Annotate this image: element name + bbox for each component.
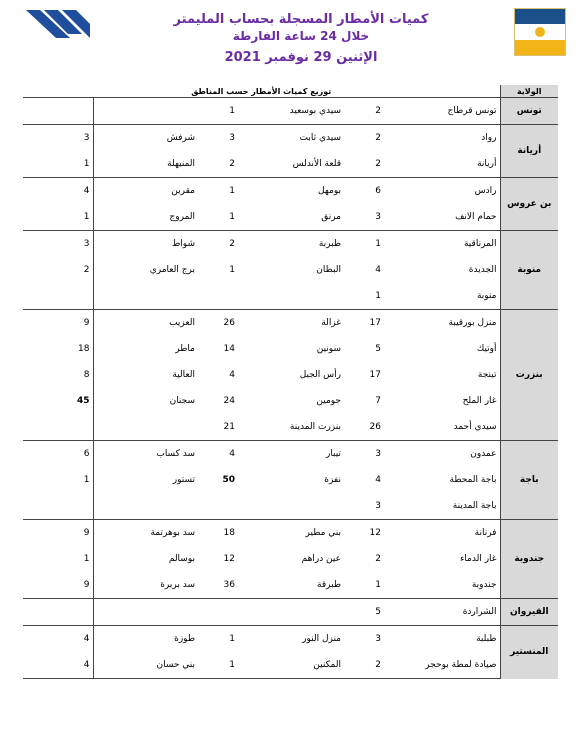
- rainfall-value: 2: [344, 125, 384, 152]
- title-line-1: كميات الأمطار المسجلة بحساب المليمتر: [173, 12, 429, 27]
- station-name: غار الدماء: [460, 554, 497, 564]
- governorate-name: بن عروس: [500, 178, 558, 231]
- governorate-name: القيروان: [500, 599, 558, 626]
- station-name: منزل النور: [238, 626, 344, 653]
- rainfall-table: [23, 85, 558, 679]
- rainfall-value: 1: [344, 231, 384, 258]
- station-name: عين دراهم: [301, 554, 341, 564]
- table-row: [23, 336, 558, 362]
- station-name: [93, 414, 198, 441]
- table-row: [23, 441, 558, 468]
- rainfall-value: 9: [23, 310, 93, 337]
- table-row: [23, 520, 558, 547]
- station-name: تينجة: [477, 370, 497, 380]
- station-name: سجنان: [169, 396, 195, 406]
- station-name: رأس الجبل: [299, 370, 341, 380]
- station-name: العالية: [172, 370, 195, 380]
- station-name: جندوبة: [471, 580, 497, 590]
- rainfall-value: 3: [375, 212, 381, 222]
- rainfall-value: 21: [223, 422, 235, 432]
- rainfall-value: 9: [23, 520, 93, 547]
- rainfall-value: 1: [198, 626, 238, 653]
- rainfall-value: 1: [229, 265, 235, 275]
- table-row: [23, 414, 558, 441]
- station-name: برج العامري: [149, 265, 195, 275]
- station-name: طبلبة: [384, 626, 500, 653]
- table-row: [23, 388, 558, 414]
- rainfall-value: 7: [375, 396, 381, 406]
- rainfall-value: 45: [23, 388, 93, 414]
- rainfall-value: 18: [23, 336, 93, 362]
- rainfall-value: 12: [223, 554, 235, 564]
- station-name: سد بربرة: [160, 580, 195, 590]
- rainfall-value: 1: [198, 652, 238, 679]
- station-name: المكنين: [238, 652, 344, 679]
- station-name: بومهل: [238, 178, 344, 205]
- rainfall-value: [198, 493, 238, 520]
- station-name: بنزرت المدينة: [289, 422, 341, 432]
- station-name: المنيهلة: [167, 159, 195, 169]
- rainfall-value: 4: [375, 475, 381, 485]
- rainfall-value: 1: [23, 467, 93, 493]
- station-name: تونس قرطاج: [384, 98, 500, 125]
- rainfall-value: 17: [344, 310, 384, 337]
- station-name: عمدون: [384, 441, 500, 468]
- rainfall-value: 9: [23, 572, 93, 599]
- station-name: [238, 493, 344, 520]
- station-name: المرناقية: [384, 231, 500, 258]
- table-row: [23, 626, 558, 653]
- rainfall-value: [23, 493, 93, 520]
- rainfall-value: 2: [375, 159, 381, 169]
- station-name: طبرقة: [317, 580, 341, 590]
- station-name: سد بوهرتمة: [93, 520, 198, 547]
- rainfall-value: 2: [344, 652, 384, 679]
- station-name: [93, 493, 198, 520]
- governorate-name: المنستير: [500, 626, 558, 679]
- table-row: [23, 283, 558, 310]
- table-row: [23, 493, 558, 520]
- rainfall-value: 1: [23, 151, 93, 178]
- title-line-2: خلال 24 ساعة الفارطة: [232, 29, 370, 43]
- station-name: تيبار: [238, 441, 344, 468]
- station-name: سيدي بوسعيد: [238, 98, 344, 125]
- table-row: [23, 467, 558, 493]
- rainfall-value: 3: [375, 501, 381, 511]
- rainfall-value: 26: [369, 422, 381, 432]
- institute-logo: [514, 8, 566, 56]
- station-name: نفزة: [324, 475, 341, 485]
- rainfall-value: 1: [198, 98, 238, 125]
- rainfall-value: 1: [375, 291, 381, 301]
- rainfall-value: 1: [23, 204, 93, 231]
- rainfall-value: [198, 283, 238, 310]
- rainfall-value: 4: [23, 178, 93, 205]
- station-name: مرنق: [321, 212, 341, 222]
- station-name: الشراردة: [384, 599, 500, 626]
- rainfall-value: 14: [223, 344, 235, 354]
- rainfall-value: [23, 98, 93, 125]
- rainfall-value: [198, 599, 238, 626]
- rainfall-value: 1: [375, 580, 381, 590]
- station-name: طوزة: [93, 626, 198, 653]
- station-name: سيدي أحمد: [453, 422, 497, 432]
- table-row: [23, 652, 558, 679]
- report-date: الإثنين 29 نوفمبر 2021: [224, 50, 378, 65]
- rainfall-value: 5: [344, 599, 384, 626]
- station-name: منزل بورقيبة: [384, 310, 500, 337]
- table-row: [23, 310, 558, 337]
- rainfall-value: [23, 599, 93, 626]
- rainfall-value: 4: [23, 652, 93, 679]
- brand-logo: [26, 10, 90, 54]
- table-row: [23, 362, 558, 388]
- rainfall-value: 6: [23, 441, 93, 468]
- station-name: باجة المدينة: [452, 501, 497, 511]
- station-name: غار الملح: [462, 396, 497, 406]
- sun-icon: [515, 24, 565, 40]
- station-name: أوتيك: [476, 344, 497, 354]
- rainfall-value: 3: [344, 626, 384, 653]
- governorate-name: باجة: [500, 441, 558, 520]
- rainfall-value: 2: [229, 159, 235, 169]
- governorate-name: بنزرت: [500, 310, 558, 441]
- rainfall-value: 26: [198, 310, 238, 337]
- station-name: حمام الانف: [455, 212, 497, 222]
- page-header: [110, 12, 492, 65]
- rainfall-value: 6: [344, 178, 384, 205]
- rainfall-value: 3: [198, 125, 238, 152]
- station-name: مقرين: [93, 178, 198, 205]
- governorate-name: جندوبة: [500, 520, 558, 599]
- station-name: تستور: [172, 475, 195, 485]
- station-name: العزيب: [93, 310, 198, 337]
- rainfall-value: 1: [229, 212, 235, 222]
- station-name: شرفش: [93, 125, 198, 152]
- table-row: [23, 204, 558, 231]
- rainfall-value: 3: [23, 125, 93, 152]
- table-row: [23, 151, 558, 178]
- station-name: رواد: [384, 125, 500, 152]
- rainfall-value: 24: [223, 396, 235, 406]
- header-distribution: توزيع كميات الأمطار حسب المناطق: [23, 85, 500, 98]
- rainfall-value: 36: [223, 580, 235, 590]
- station-name: المروج: [169, 212, 195, 222]
- rainfall-value: 3: [344, 441, 384, 468]
- rainfall-value: 2: [198, 231, 238, 258]
- station-name: [93, 599, 198, 626]
- rainfall-value: 1: [23, 546, 93, 572]
- station-name: فرنانة: [384, 520, 500, 547]
- table-header: [23, 85, 558, 98]
- station-name: بني مطير: [238, 520, 344, 547]
- station-name: منوبة: [476, 291, 497, 301]
- rainfall-value: 18: [198, 520, 238, 547]
- rainfall-value: 2: [344, 98, 384, 125]
- rainfall-value: 2: [23, 257, 93, 283]
- station-name: [238, 283, 344, 310]
- station-name: رادس: [384, 178, 500, 205]
- rainfall-value: 4: [198, 441, 238, 468]
- governorate-name: تونس: [500, 98, 558, 125]
- governorate-name: منوبة: [500, 231, 558, 310]
- table-row: [23, 178, 558, 205]
- table-row: [23, 231, 558, 258]
- rainfall-value: [23, 414, 93, 441]
- table-row: [23, 125, 558, 152]
- station-name: سيدي ثابت: [238, 125, 344, 152]
- table-row: [23, 257, 558, 283]
- rainfall-value: 4: [229, 370, 235, 380]
- rainfall-value: 8: [23, 362, 93, 388]
- table-row: [23, 98, 558, 125]
- rainfall-value: 50: [222, 475, 235, 485]
- rainfall-value: 1: [198, 178, 238, 205]
- station-name: جومين: [316, 396, 341, 406]
- rainfall-value: 4: [375, 265, 381, 275]
- table-row: [23, 546, 558, 572]
- station-name: بوسالم: [168, 554, 195, 564]
- station-name: [93, 98, 198, 125]
- station-name: ماطر: [175, 344, 195, 354]
- station-name: [238, 599, 344, 626]
- rainfall-value: 12: [344, 520, 384, 547]
- station-name: الجديدة: [468, 265, 497, 275]
- governorate-name: أريانة: [500, 125, 558, 178]
- station-name: سد كساب: [93, 441, 198, 468]
- station-name: شواط: [93, 231, 198, 258]
- rainfall-value: 17: [369, 370, 381, 380]
- station-name: [93, 283, 198, 310]
- header-region: الولاية: [500, 85, 558, 98]
- rainfall-value: 5: [375, 344, 381, 354]
- station-name: بني حسان: [93, 652, 198, 679]
- station-name: غزالة: [238, 310, 344, 337]
- station-name: باجة المحطة: [449, 475, 497, 485]
- station-name: قلعة الأندلس: [292, 159, 341, 169]
- station-name: صيادة لمطة بوحجر: [384, 652, 500, 679]
- rainfall-value: 2: [375, 554, 381, 564]
- station-name: أريانة: [477, 159, 497, 169]
- rainfall-value: [23, 283, 93, 310]
- table-row: [23, 572, 558, 599]
- station-name: طبربة: [238, 231, 344, 258]
- station-name: سونين: [316, 344, 341, 354]
- rainfall-value: 3: [23, 231, 93, 258]
- rainfall-value: 4: [23, 626, 93, 653]
- table-row: [23, 599, 558, 626]
- station-name: البطان: [316, 265, 341, 275]
